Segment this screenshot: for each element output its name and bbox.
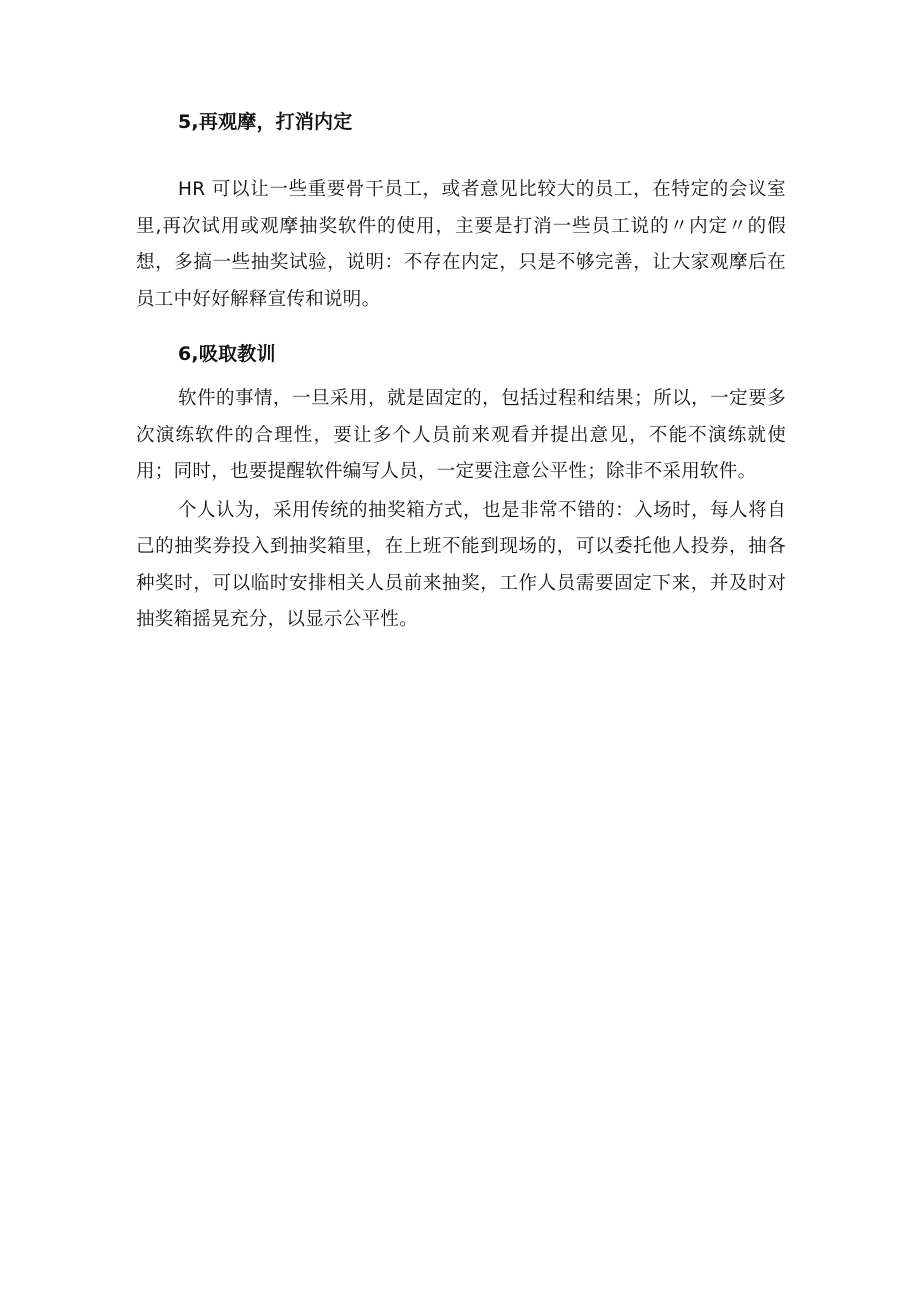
paragraph-lottery-box: 个人认为，采用传统的抽奖箱方式，也是非常不错的：入场时，每人将自己的抽奖券投入到抽奖箱里，在上班不能到现场的，可以委托他人投券，抽各种奖时，可以临时安排相关人员前来抽奖，工作人员需要固定下来，并及时对抽奖箱摇晃充分，以显示公平性。 — [136, 499, 786, 630]
paragraph-software-lessons: 软件的事情，一旦采用，就是固定的，包括过程和结果；所以，一定要多次演练软件的合理性，要让多个人员前来观看并提出意见，不能不演练就使用；同时，也要提醒软件编写人员，一定要注意公平性；除非不采用软件。 — [136, 388, 786, 482]
section-heading-5: 5,再观摩，打消内定 — [178, 111, 353, 133]
paragraph-observe-lottery: HR 可以让一些重要骨干员工，或者意见比较大的员工，在特定的会议室里,再次试用或观摩抽奖软件的使用，主要是打消一些员工说的〃内定〃的假想，多搞一些抽奖试验，说明：不存在内定，只是不够完善，让大家观摩后在员工中好好解释宣传和说明。 — [136, 179, 786, 310]
document-body — [136, 98, 786, 639]
section-heading-6: 6,吸取教训 — [178, 343, 276, 365]
